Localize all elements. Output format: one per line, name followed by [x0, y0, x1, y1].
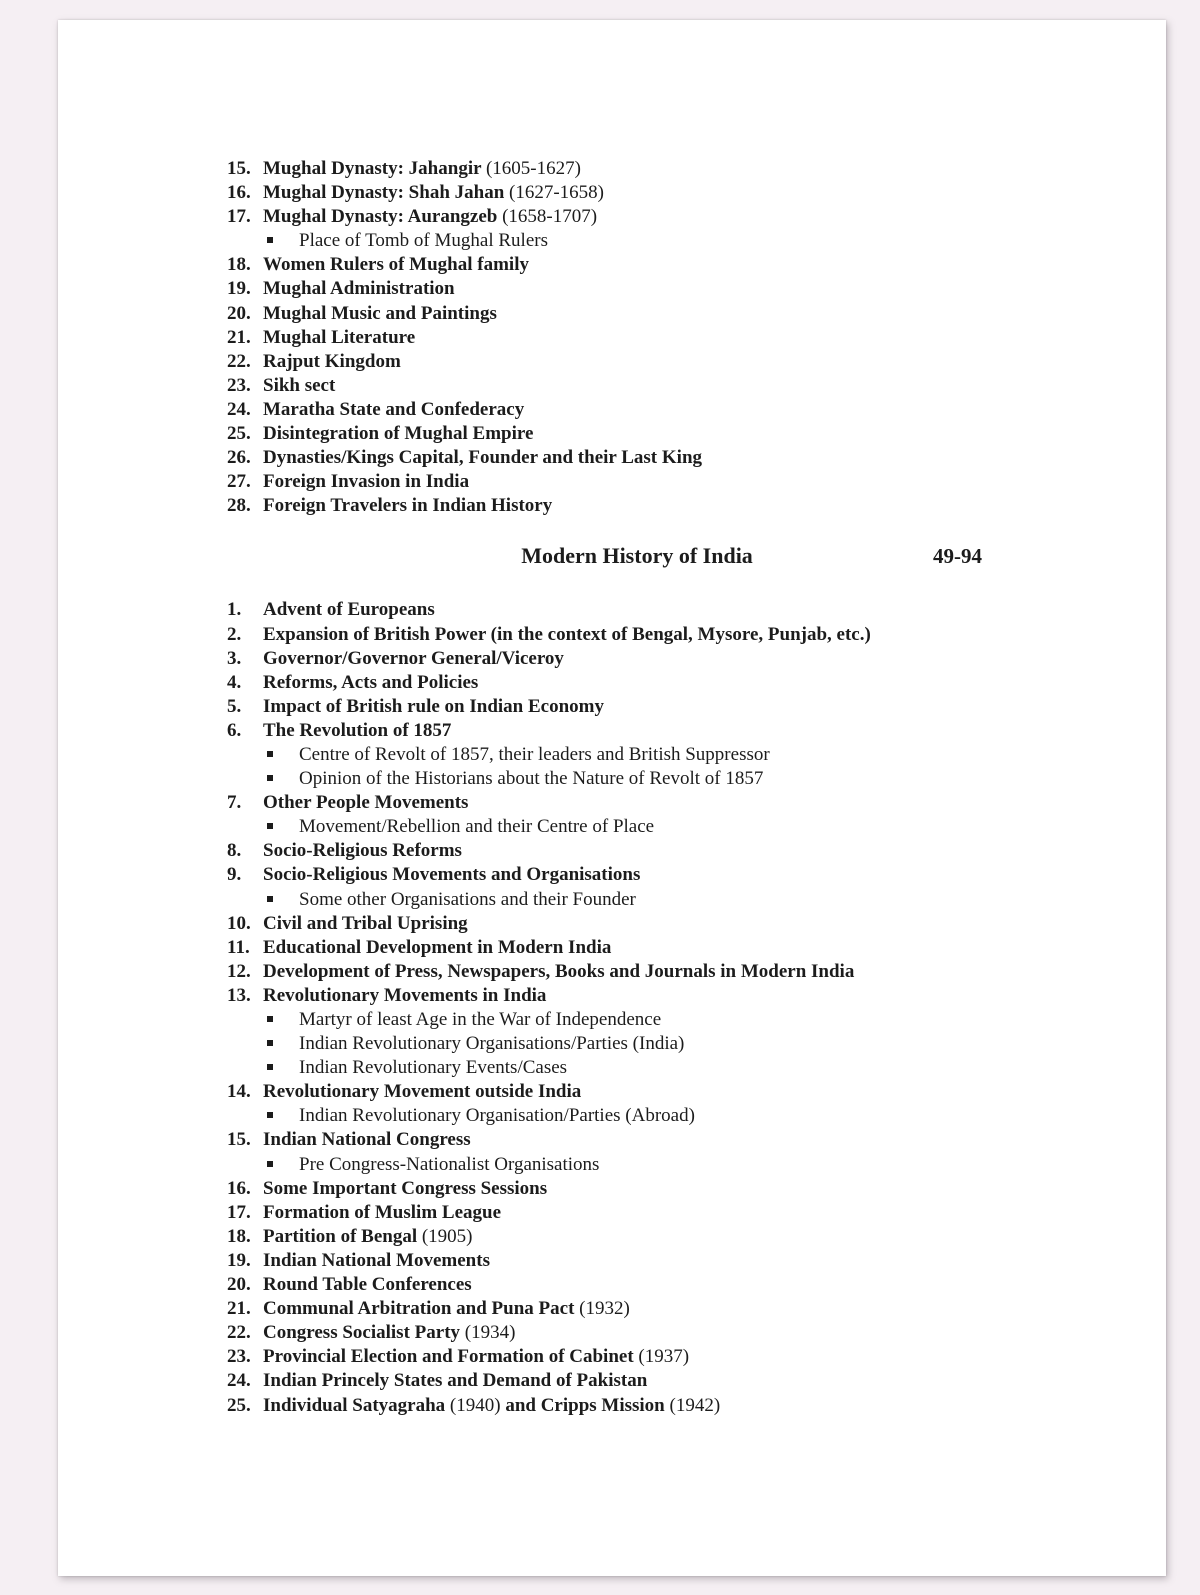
toc-subitem — [263, 888, 1137, 912]
item-text: Partition of Bengal (1905) — [263, 1225, 473, 1247]
item-number: 17. — [227, 206, 251, 228]
toc-subitem — [263, 1153, 1137, 1177]
toc-item — [227, 302, 1137, 326]
toc-item — [227, 422, 1137, 446]
item-text: Indian Princely States and Demand of Pakistan — [263, 1370, 648, 1392]
toc-item — [227, 671, 1137, 695]
item-number: 21. — [227, 1298, 251, 1320]
toc-item — [227, 791, 1137, 815]
square-bullet-icon — [263, 767, 299, 791]
item-number: 22. — [227, 1322, 251, 1344]
item-number: 18. — [227, 254, 251, 276]
item-text: Revolutionary Movement outside India — [263, 1081, 582, 1103]
square-bullet-icon — [263, 1032, 299, 1056]
item-text: The Revolution of 1857 — [263, 719, 452, 741]
toc-item — [227, 181, 1137, 205]
item-number: 22. — [227, 350, 251, 372]
toc-subitem — [263, 815, 1137, 839]
toc-item — [227, 494, 1137, 518]
item-number: 16. — [227, 1177, 251, 1199]
item-text: Governor/Governor General/Viceroy — [263, 647, 564, 669]
toc-item — [227, 157, 1137, 181]
item-text: Mughal Dynasty: Aurangzeb (1658-1707) — [263, 206, 598, 228]
item-text: Communal Arbitration and Puna Pact (1932) — [263, 1298, 630, 1320]
item-number: 7. — [227, 792, 242, 814]
item-text: Socio-Religious Movements and Organisations — [263, 864, 641, 886]
item-text: Foreign Travelers in Indian History — [263, 495, 553, 517]
item-number: 15. — [227, 1129, 251, 1151]
item-text: Opinion of the Historians about the Nature of Revolt of 1857 — [299, 768, 764, 790]
item-number: 11. — [227, 936, 250, 958]
toc-item — [227, 936, 1137, 960]
toc-item — [227, 1273, 1137, 1297]
item-number: 8. — [227, 840, 242, 862]
toc-item — [227, 598, 1137, 622]
item-text: Indian National Movements — [263, 1249, 490, 1271]
item-text: Indian National Congress — [263, 1129, 471, 1151]
toc-subitem — [263, 1056, 1137, 1080]
item-text: Mughal Literature — [263, 326, 416, 348]
item-number: 15. — [227, 158, 251, 179]
toc-item — [227, 205, 1137, 229]
item-text: Disintegration of Mughal Empire — [263, 423, 534, 445]
toc-item — [227, 277, 1137, 301]
item-number: 26. — [227, 447, 251, 469]
item-number: 14. — [227, 1081, 251, 1103]
item-number: 12. — [227, 960, 251, 982]
item-text: Maratha State and Confederacy — [263, 398, 525, 420]
item-text: Impact of British rule on Indian Economy — [263, 695, 604, 717]
table-of-contents — [227, 157, 1137, 1418]
section-page-range: 49-94 — [933, 544, 982, 569]
toc-item — [227, 695, 1137, 719]
item-text: Some other Organisations and their Founder — [299, 888, 636, 910]
item-number: 24. — [227, 398, 251, 420]
toc-item — [227, 398, 1137, 422]
item-text: Formation of Muslim League — [263, 1201, 502, 1223]
item-text: Individual Satyagraha (1940) and Cripps Mission (1942) — [263, 1394, 721, 1416]
toc-item — [227, 446, 1137, 470]
item-text: Indian Revolutionary Events/Cases — [299, 1057, 568, 1079]
toc-section-medieval — [227, 157, 1137, 518]
item-text: Round Table Conferences — [263, 1274, 472, 1296]
item-text: Mughal Dynasty: Jahangir (1605-1627) — [263, 158, 581, 179]
toc-item — [227, 326, 1137, 350]
item-text: Development of Press, Newspapers, Books and Journals in Modern India — [263, 960, 855, 982]
toc-item — [227, 1225, 1137, 1249]
toc-item — [227, 912, 1137, 936]
item-text: Revolutionary Movements in India — [263, 984, 547, 1006]
item-text: Mughal Music and Paintings — [263, 302, 497, 324]
toc-item — [227, 647, 1137, 671]
square-bullet-icon — [263, 1008, 299, 1032]
item-text: Some Important Congress Sessions — [263, 1177, 548, 1199]
square-bullet-icon — [263, 229, 299, 253]
item-number: 2. — [227, 623, 242, 645]
toc-section-modern — [227, 598, 1137, 1417]
item-text: Educational Development in Modern India — [263, 936, 612, 958]
item-text: Sikh sect — [263, 374, 336, 396]
toc-item — [227, 863, 1137, 887]
item-number: 10. — [227, 912, 251, 934]
square-bullet-icon — [263, 815, 299, 839]
item-text: Mughal Administration — [263, 278, 455, 300]
square-bullet-icon — [263, 888, 299, 912]
square-bullet-icon — [263, 743, 299, 767]
item-text: Foreign Invasion in India — [263, 471, 470, 493]
toc-item — [227, 374, 1137, 398]
item-number: 25. — [227, 1394, 251, 1416]
toc-item — [227, 984, 1137, 1008]
item-text: Advent of Europeans — [263, 599, 435, 621]
square-bullet-icon — [263, 1056, 299, 1080]
item-text: Indian Revolutionary Organisations/Parties (India) — [299, 1033, 685, 1055]
item-text: Provincial Election and Formation of Cabinet (1937) — [263, 1346, 690, 1368]
item-text: Women Rulers of Mughal family — [263, 254, 529, 276]
item-number: 25. — [227, 423, 251, 445]
item-number: 6. — [227, 719, 242, 741]
item-text: Civil and Tribal Uprising — [263, 912, 468, 934]
item-number: 16. — [227, 182, 251, 204]
toc-item — [227, 1297, 1137, 1321]
toc-item — [227, 1249, 1137, 1273]
item-number: 19. — [227, 1249, 251, 1271]
item-number: 18. — [227, 1225, 251, 1247]
toc-item — [227, 1369, 1137, 1393]
item-number: 23. — [227, 374, 251, 396]
section-heading — [227, 540, 1047, 572]
toc-item — [227, 623, 1137, 647]
item-text: Pre Congress-Nationalist Organisations — [299, 1153, 600, 1175]
item-text: Expansion of British Power (in the context of Bengal, Mysore, Punjab, etc.) — [263, 623, 871, 645]
item-number: 3. — [227, 647, 242, 669]
item-number: 1. — [227, 599, 242, 621]
square-bullet-icon — [263, 1104, 299, 1128]
item-text: Martyr of least Age in the War of Independence — [299, 1009, 662, 1030]
toc-item — [227, 1345, 1137, 1369]
item-number: 20. — [227, 302, 251, 324]
item-text: Socio-Religious Reforms — [263, 840, 462, 862]
item-text: Congress Socialist Party (1934) — [263, 1322, 516, 1344]
item-text: Rajput Kingdom — [263, 350, 401, 372]
item-text: Other People Movements — [263, 792, 469, 814]
toc-item — [227, 839, 1137, 863]
toc-item — [227, 960, 1137, 984]
item-text: Centre of Revolt of 1857, their leaders and British Suppressor — [299, 743, 770, 765]
toc-subitem — [263, 1008, 1137, 1032]
item-text: Indian Revolutionary Organisation/Parties (Abroad) — [299, 1105, 695, 1127]
toc-item — [227, 1128, 1137, 1152]
square-bullet-icon — [263, 1153, 299, 1177]
toc-subitem — [263, 743, 1137, 767]
toc-item — [227, 253, 1137, 277]
toc-item — [227, 350, 1137, 374]
item-number: 23. — [227, 1346, 251, 1368]
item-text: Dynasties/Kings Capital, Founder and their Last King — [263, 447, 703, 469]
item-text: Movement/Rebellion and their Centre of Place — [299, 816, 655, 838]
item-number: 9. — [227, 864, 242, 886]
item-number: 20. — [227, 1274, 251, 1296]
item-text: Place of Tomb of Mughal Rulers — [299, 230, 548, 252]
toc-subitem — [263, 1104, 1137, 1128]
toc-item — [227, 1201, 1137, 1225]
toc-subitem — [263, 229, 1137, 253]
item-text: Reforms, Acts and Policies — [263, 671, 479, 693]
document-page — [58, 20, 1166, 1576]
item-number: 24. — [227, 1370, 251, 1392]
toc-item — [227, 1394, 1137, 1418]
item-number: 17. — [227, 1201, 251, 1223]
toc-subitem — [263, 1032, 1137, 1056]
item-text: Mughal Dynasty: Shah Jahan (1627-1658) — [263, 182, 605, 204]
toc-subitem — [263, 767, 1137, 791]
toc-item — [227, 1321, 1137, 1345]
item-number: 5. — [227, 695, 242, 717]
toc-item — [227, 1080, 1137, 1104]
toc-item — [227, 470, 1137, 494]
item-number: 21. — [227, 326, 251, 348]
section-title: Modern History of India — [521, 543, 753, 569]
item-number: 4. — [227, 671, 242, 693]
item-number: 27. — [227, 471, 251, 493]
item-number: 19. — [227, 278, 251, 300]
toc-item — [227, 719, 1137, 743]
toc-item — [227, 1177, 1137, 1201]
item-number: 28. — [227, 495, 251, 517]
item-number: 13. — [227, 984, 251, 1006]
